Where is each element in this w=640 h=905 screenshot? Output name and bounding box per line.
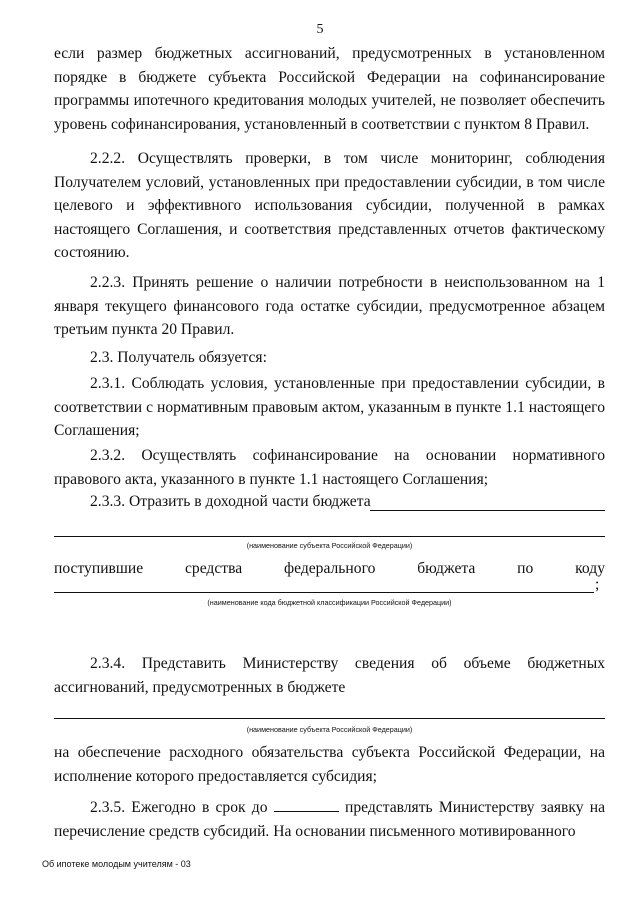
fill-line-subject-name-1 [54, 536, 605, 537]
word: коду [575, 560, 605, 577]
paragraph-2-3: 2.3. Получатель обязуется: [90, 349, 267, 366]
caption-subject-name-1: (наименование субъекта Российской Федерации) [246, 541, 413, 550]
paragraph-2-3-5 [54, 796, 605, 843]
word: средства [185, 560, 243, 577]
fill-line-budget-code [54, 592, 594, 593]
paragraph-received-funds [54, 560, 605, 578]
fill-line-subject-name-2 [54, 718, 605, 719]
word: по [517, 560, 534, 577]
fill-line-budget [370, 510, 605, 511]
caption-budget-code: (наименование кода бюджетной классификации Российской Федерации) [207, 598, 452, 607]
paragraph-2-3-2: 2.3.2. Осуществлять софинансирование на основании нормативного правового акта, указанного в пункте 1.1 настоящего Соглашения; [54, 447, 605, 488]
paragraph-2-3-1: 2.3.1. Соблюдать условия, установленные при предоставлении субсидии, в соответствии с нормативным правовым актом, указанным в пункте 1.1 настоящего Соглашения; [54, 375, 605, 440]
word: поступившие [54, 560, 144, 577]
semicolon: ; [595, 576, 600, 593]
paragraph-2-3-5-start: 2.3.5. Ежегодно в срок до [90, 799, 268, 816]
paragraph-2-2-3: 2.2.3. Принять решение о наличии потребности в неиспользованном на 1 января текущего финансового года остатке субсидии, предусмотренное абзацем третьим пункта 20 Правил. [54, 274, 605, 339]
caption-subject-name-2: (наименование субъекта Российской Федерации) [246, 725, 413, 734]
word: федерального [284, 560, 376, 577]
paragraph-funding-condition: если размер бюджетных ассигнований, предусмотренных в установленном порядке в бюджете субъекта Российской Федерации на софинансирование программы ипотечного кредитования молодых учителей, не позволяет обеспечить уровень софинансирования, установленный в соответствии с пунктом 8 Правил. [54, 45, 605, 133]
footer-note: Об ипотеке молодым учителям - 03 [42, 859, 191, 869]
paragraph-2-3-4: 2.3.4. Представить Министерству сведения об объеме бюджетных ассигнований, предусмотренных в бюджете [54, 655, 605, 696]
deadline-blank [274, 797, 339, 812]
paragraph-expense-obligation: на обеспечение расходного обязательства субъекта Российской Федерации, на исполнение которого предоставляется субсидия; [54, 744, 605, 785]
page-number: 5 [316, 22, 324, 37]
paragraph-2-3-5-rest: представлять Министерству заявку на перечисление средств субсидий. На основании письменного мотивированного [54, 799, 606, 840]
word: бюджета [417, 560, 476, 577]
paragraph-2-2-2: 2.2.2. Осуществлять проверки, в том числе мониторинг, соблюдения Получателем условий, установленных при предоставлении субсидии, в том числе целевого и эффективного использования субсидии, полученной в рамках настоящего Соглашения, и соответствия представленных отчетов фактическому состоянию. [54, 150, 605, 262]
paragraph-2-3-3: 2.3.3. Отразить в доходной части бюджета [90, 493, 371, 510]
